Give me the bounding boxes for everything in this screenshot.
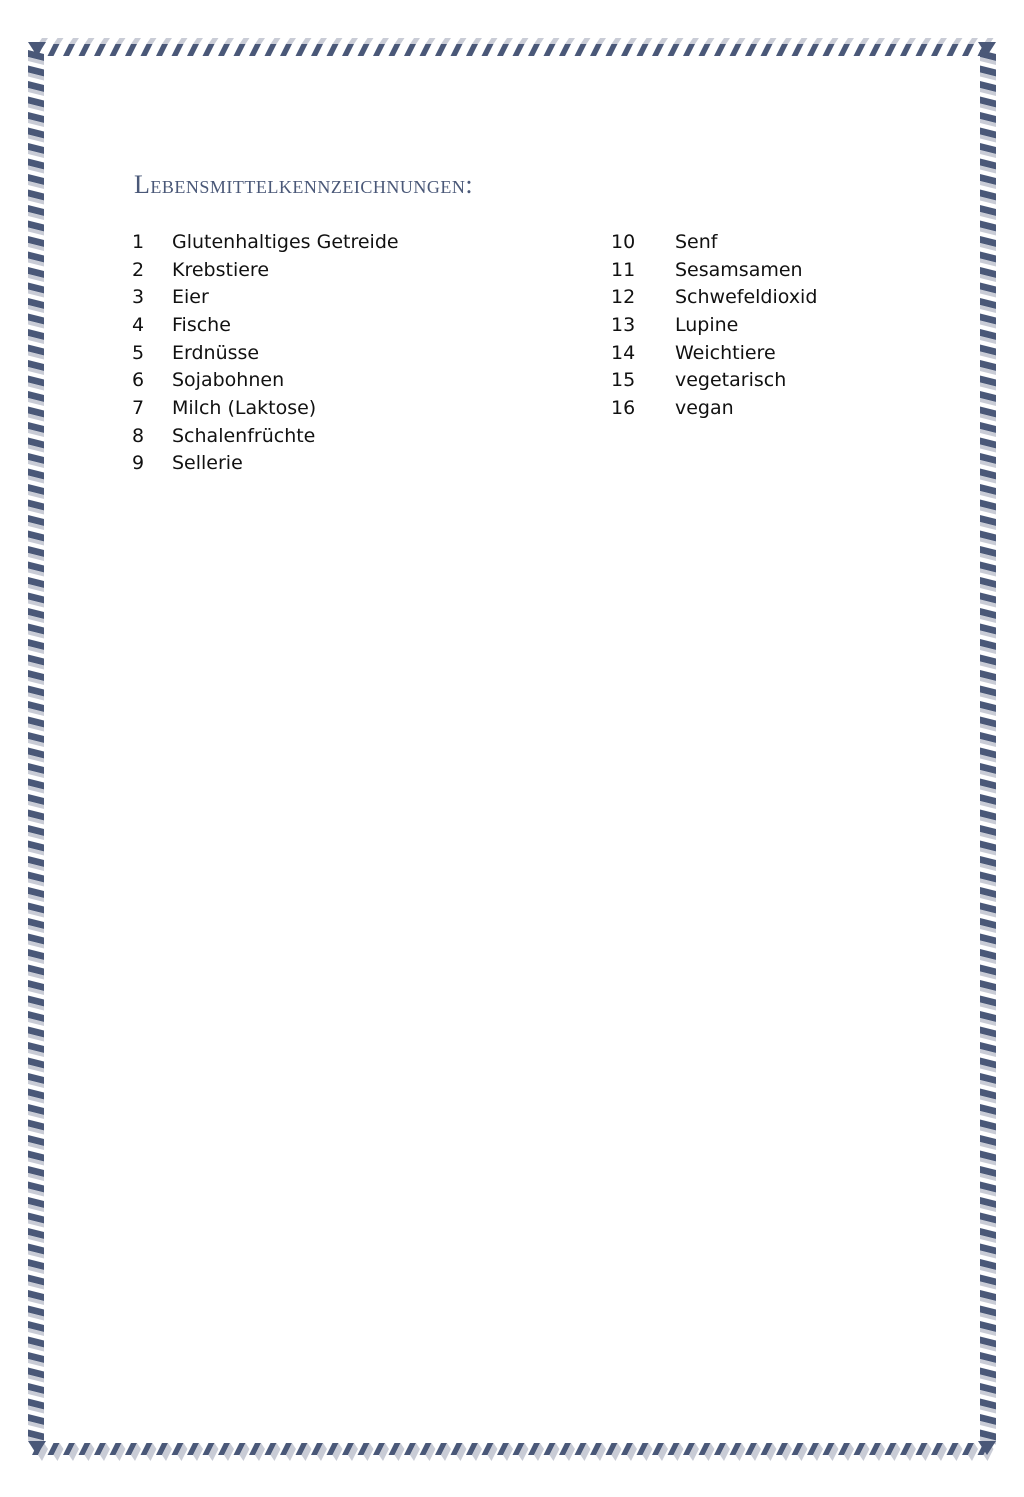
border-tile xyxy=(141,44,153,56)
allergen-label: Sesamsamen xyxy=(675,258,803,281)
border-tile xyxy=(683,44,695,56)
border-tile xyxy=(389,44,401,56)
allergen-number: 2 xyxy=(132,258,145,281)
allergen-row xyxy=(132,256,399,284)
allergen-row xyxy=(132,339,399,367)
allergen-number: 13 xyxy=(611,313,636,336)
border-tile xyxy=(94,44,106,56)
border-tile xyxy=(807,44,819,56)
allergen-row xyxy=(611,394,817,422)
border-tile xyxy=(156,44,168,56)
allergen-label: Sojabohnen xyxy=(172,369,285,392)
border-tile xyxy=(575,44,587,56)
border-tile xyxy=(838,44,850,56)
allergen-number: 10 xyxy=(611,230,636,253)
allergen-number: 11 xyxy=(611,258,636,281)
allergen-number: 7 xyxy=(132,396,145,419)
border-tile xyxy=(178,38,188,44)
border-tile xyxy=(116,38,126,44)
allergen-row xyxy=(132,394,399,422)
border-tile xyxy=(860,38,870,44)
border-tile xyxy=(953,38,963,44)
border-tile xyxy=(869,44,881,56)
allergen-label: Sellerie xyxy=(172,452,243,475)
border-tile xyxy=(534,38,544,44)
border-tile xyxy=(891,38,901,44)
allergen-label: Erdnüsse xyxy=(172,341,260,364)
border-tile xyxy=(379,38,389,44)
border-tile xyxy=(782,38,792,44)
border-tile xyxy=(234,44,246,56)
border-tile xyxy=(435,44,447,56)
border-tile xyxy=(528,44,540,56)
allergen-number: 14 xyxy=(611,341,636,364)
border-tile xyxy=(875,38,885,44)
border-tile xyxy=(674,38,684,44)
border-tile xyxy=(699,44,711,56)
border-tile xyxy=(240,38,250,44)
border-tile xyxy=(286,38,296,44)
border-tile xyxy=(503,38,513,44)
border-tile xyxy=(689,38,699,44)
border-tile xyxy=(590,44,602,56)
border-tile xyxy=(327,44,339,56)
border-tile xyxy=(209,38,219,44)
border-tile xyxy=(962,44,974,56)
allergen-row xyxy=(611,256,817,284)
border-tile xyxy=(497,44,509,56)
allergen-number: 3 xyxy=(132,286,145,309)
border-tile xyxy=(265,44,277,56)
border-tile xyxy=(426,38,436,44)
border-tile xyxy=(652,44,664,56)
border-tile xyxy=(627,38,637,44)
border-tile xyxy=(596,38,606,44)
border-tile xyxy=(162,38,172,44)
border-tile xyxy=(488,38,498,44)
border-tile xyxy=(466,44,478,56)
page-title: Lebensmittelkennzeichnungen: xyxy=(134,170,474,199)
border-tile xyxy=(69,38,79,44)
border-tile xyxy=(172,44,184,56)
border-tile xyxy=(218,44,230,56)
allergen-number: 1 xyxy=(132,230,145,253)
allergen-label: Krebstiere xyxy=(172,258,270,281)
allergen-row xyxy=(132,422,399,450)
border-tile xyxy=(720,38,730,44)
border-tile xyxy=(829,38,839,44)
allergen-label: Lupine xyxy=(675,313,739,336)
border-tile xyxy=(922,38,932,44)
allergen-row xyxy=(132,366,399,394)
border-tile xyxy=(311,44,323,56)
border-tile xyxy=(730,44,742,56)
border-tile xyxy=(606,44,618,56)
allergen-row xyxy=(132,311,399,339)
allergen-number: 4 xyxy=(132,313,145,336)
border-tile xyxy=(249,44,261,56)
allergen-number: 5 xyxy=(132,341,145,364)
allergen-row xyxy=(132,450,399,478)
allergen-row xyxy=(132,228,399,256)
border-tile xyxy=(798,38,808,44)
border-tile xyxy=(85,38,95,44)
allergen-label: Senf xyxy=(675,230,718,253)
border-tile xyxy=(348,38,358,44)
allergen-list-left xyxy=(132,228,399,477)
border-tile xyxy=(931,44,943,56)
border-tile xyxy=(544,44,556,56)
border-tile xyxy=(54,38,64,44)
border-tile xyxy=(937,38,947,44)
border-tile xyxy=(441,38,451,44)
border-tile xyxy=(916,44,928,56)
border-tile xyxy=(751,38,761,44)
border-tile xyxy=(513,44,525,56)
border-tile xyxy=(271,38,281,44)
border-tile xyxy=(404,44,416,56)
allergen-row xyxy=(611,366,817,394)
border-tile xyxy=(947,44,959,56)
border-tile xyxy=(333,38,343,44)
border-tile xyxy=(255,38,265,44)
border-tile xyxy=(736,38,746,44)
border-tile xyxy=(110,44,122,56)
allergen-number: 8 xyxy=(132,424,145,447)
border-tile xyxy=(900,44,912,56)
allergen-label: Eier xyxy=(172,286,209,309)
border-tile xyxy=(767,38,777,44)
allergen-list-right xyxy=(611,228,817,422)
border-tile xyxy=(63,44,75,56)
border-tile xyxy=(342,44,354,56)
border-tile xyxy=(559,44,571,56)
border-tile xyxy=(224,38,234,44)
allergen-number: 15 xyxy=(611,369,636,392)
border-tile xyxy=(658,38,668,44)
border-tile xyxy=(482,44,494,56)
border-tile xyxy=(621,44,633,56)
border-tile xyxy=(885,44,897,56)
border-tile xyxy=(565,38,575,44)
border-tile xyxy=(100,38,110,44)
allergen-label: Fische xyxy=(172,313,231,336)
border-tile xyxy=(612,38,622,44)
border-tile xyxy=(420,44,432,56)
border-tile xyxy=(410,38,420,44)
border-tile xyxy=(776,44,788,56)
border-tile xyxy=(813,38,823,44)
border-tile xyxy=(745,44,757,56)
allergen-number: 9 xyxy=(132,452,145,475)
border-tile xyxy=(147,38,157,44)
border-tile xyxy=(280,44,292,56)
allergen-label: vegan xyxy=(675,396,734,419)
border-tile xyxy=(550,38,560,44)
border-tile xyxy=(643,38,653,44)
allergen-row xyxy=(611,311,817,339)
border-tile xyxy=(395,38,405,44)
allergen-number: 6 xyxy=(132,369,145,392)
border-tile xyxy=(48,44,60,56)
allergen-number: 12 xyxy=(611,286,636,309)
allergen-label: Schalenfrüchte xyxy=(172,424,316,447)
border-tile xyxy=(844,38,854,44)
border-tile xyxy=(761,44,773,56)
border-tile xyxy=(906,38,916,44)
border-tile xyxy=(317,38,327,44)
border-tile xyxy=(364,38,374,44)
border-tile xyxy=(705,38,715,44)
border-tile xyxy=(968,38,978,44)
allergen-row xyxy=(611,283,817,311)
border-tile xyxy=(125,44,137,56)
border-tile xyxy=(714,44,726,56)
allergen-number: 16 xyxy=(611,396,636,419)
border-tile xyxy=(302,38,312,44)
allergen-label: vegetarisch xyxy=(675,369,787,392)
border-tile xyxy=(823,44,835,56)
border-tile xyxy=(472,38,482,44)
allergen-label: Glutenhaltiges Getreide xyxy=(172,230,399,253)
border-tile xyxy=(854,44,866,56)
allergen-label: Milch (Laktose) xyxy=(172,396,317,419)
border-tile xyxy=(792,44,804,56)
border-tile xyxy=(79,44,91,56)
border-tile xyxy=(457,38,467,44)
border-tile xyxy=(373,44,385,56)
allergen-row xyxy=(611,339,817,367)
border-tile xyxy=(519,38,529,44)
border-tile xyxy=(637,44,649,56)
border-tile xyxy=(451,44,463,56)
border-tile xyxy=(187,44,199,56)
allergen-label: Schwefeldioxid xyxy=(675,286,818,309)
allergen-row xyxy=(611,228,817,256)
border-tile xyxy=(131,38,141,44)
border-tile xyxy=(668,44,680,56)
border-tile xyxy=(203,44,215,56)
border-tile xyxy=(581,38,591,44)
border-tile xyxy=(358,44,370,56)
allergen-label: Weichtiere xyxy=(675,341,776,364)
border-tile xyxy=(296,44,308,56)
allergen-row xyxy=(132,283,399,311)
border-tile xyxy=(193,38,203,44)
